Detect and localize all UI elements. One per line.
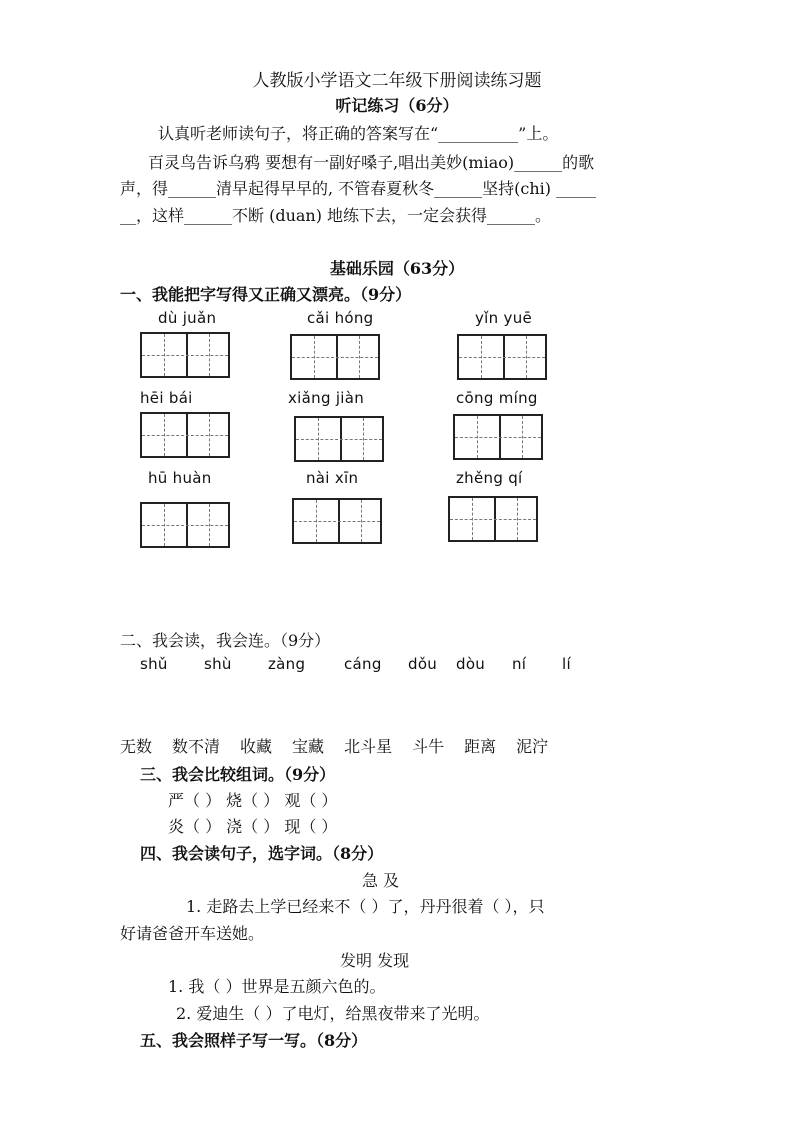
word-item: 距离 — [464, 737, 497, 756]
word-item: 数不清 — [172, 737, 221, 756]
q2-word-row — [120, 734, 568, 757]
pinyin-item: dòu — [456, 655, 486, 673]
pinyin-label: zhěng qí — [456, 469, 523, 487]
basics-heading: 基础乐园（63分） — [329, 259, 465, 278]
q3-row-2: 炎（ ） 浇（ ） 现（ ） — [168, 817, 338, 836]
word-item: 泥泞 — [516, 737, 549, 756]
q4-choice-2: 发明 发现 — [340, 951, 410, 970]
word-item: 收藏 — [240, 737, 273, 756]
pinyin-item: shǔ — [140, 655, 168, 673]
tianzi-grid-box[interactable] — [448, 496, 538, 542]
listening-line-3: __，这样______不断 (duan) 地练下去，一定会获得______。 — [120, 206, 552, 225]
page-title: 人教版小学语文二年级下册阅读练习题 — [252, 71, 542, 91]
pinyin-label: cǎi hóng — [307, 309, 374, 327]
q4-sentence-1-line-2: 好请爸爸开车送她。 — [120, 924, 265, 943]
pinyin-label: xiǎng jiàn — [288, 389, 365, 407]
word-item: 宝藏 — [292, 737, 325, 756]
pinyin-label: dù juǎn — [158, 309, 217, 327]
listening-line-2: 声，得______清早起得早早的, 不管春夏秋冬______坚持(chi) _____ — [120, 179, 597, 198]
listening-heading: 听记练习（6分） — [335, 96, 459, 115]
q4-sentence-2: 1. 我（ ）世界是五颜六色的。 — [168, 977, 386, 996]
q3-heading: 三、我会比较组词。（9分） — [140, 765, 336, 784]
pinyin-label: yǐn yuē — [475, 309, 533, 327]
listening-instruction: 认真听老师读句子，将正确的答案写在“__________”上。 — [158, 124, 559, 143]
tianzi-grid-box[interactable] — [294, 416, 384, 462]
q4-choice-1: 急 及 — [362, 871, 400, 890]
pinyin-item: zàng — [268, 655, 306, 673]
pinyin-label: hū huàn — [148, 469, 212, 487]
pinyin-item: ní — [512, 655, 527, 673]
q3-row-1: 严（ ） 烧（ ） 观（ ） — [168, 791, 338, 810]
tianzi-grid-box[interactable] — [292, 498, 382, 544]
pinyin-item: cáng — [344, 655, 382, 673]
q4-heading: 四、我会读句子，选字词。（8分） — [140, 844, 384, 863]
tianzi-grid-box[interactable] — [453, 414, 543, 460]
tianzi-grid-box[interactable] — [457, 334, 547, 380]
pinyin-item: dǒu — [408, 655, 438, 673]
q1-heading: 一、我能把字写得又正确又漂亮。（9分） — [120, 285, 412, 304]
listening-line-1: 百灵鸟告诉乌鸦 要想有一副好嗓子,唱出美妙(miao)______的歌 — [148, 153, 595, 172]
q2-pinyin-row — [0, 655, 794, 675]
pinyin-label: nài xīn — [306, 469, 359, 487]
pinyin-item: lí — [562, 655, 571, 673]
word-item: 斗牛 — [412, 737, 445, 756]
tianzi-grid-box[interactable] — [140, 502, 230, 548]
pinyin-label: cōng míng — [456, 389, 538, 407]
word-item: 无数 — [120, 737, 153, 756]
pinyin-item: shù — [204, 655, 232, 673]
q4-sentence-3: 2. 爱迪生（ ）了电灯，给黑夜带来了光明。 — [176, 1004, 490, 1023]
q2-heading: 二、我会读，我会连。（9分） — [120, 631, 331, 650]
word-item: 北斗星 — [344, 737, 393, 756]
pinyin-label: hēi bái — [140, 389, 193, 407]
tianzi-grid-box[interactable] — [140, 332, 230, 378]
tianzi-grid-box[interactable] — [140, 412, 230, 458]
tianzi-grid-box[interactable] — [290, 334, 380, 380]
q5-heading: 五、我会照样子写一写。（8分） — [140, 1031, 368, 1050]
q4-sentence-1-line-1: 1. 走路去上学已经来不（ ）了，丹丹很着（ ），只 — [186, 897, 545, 916]
